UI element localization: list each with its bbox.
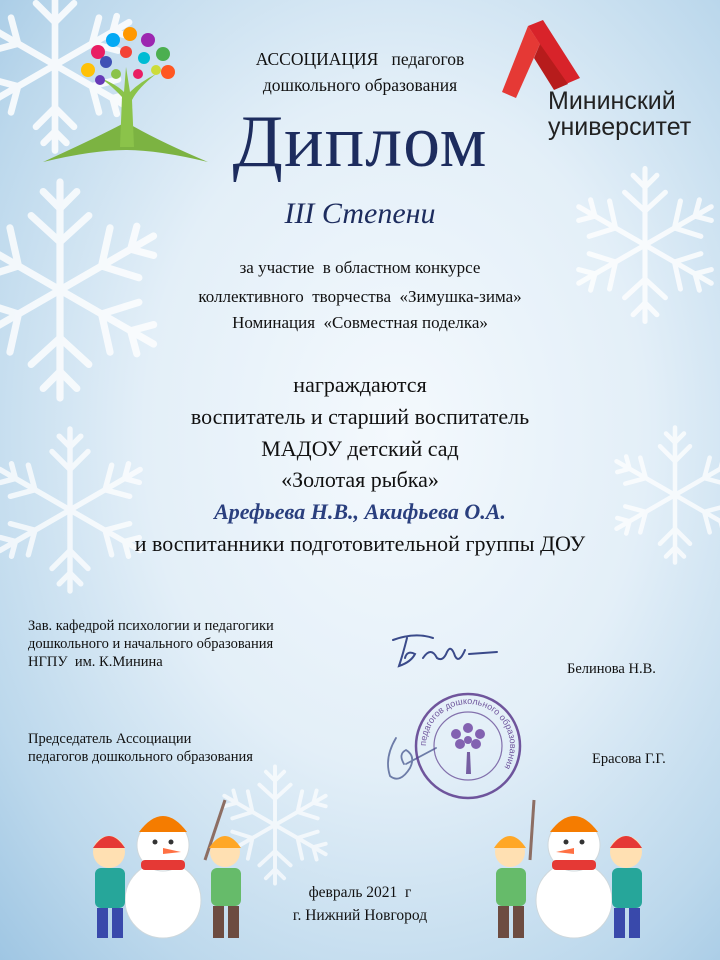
awardee-names: Арефьева Н.В., Акифьева О.А.: [214, 499, 506, 524]
signature-scribble-1: [385, 628, 505, 673]
signatory1-title: [28, 617, 274, 671]
university-line1: Мининский: [548, 87, 676, 115]
kids-snowman-illustration-left: [85, 790, 265, 950]
diploma-title: Диплом: [232, 101, 488, 183]
kids-snowman-illustration-right: [470, 790, 650, 950]
signatory2-title-line1: Председатель Ассоциации: [28, 731, 192, 747]
university-line2: университет: [548, 113, 692, 141]
signatory2-name: Ерасова Г.Г.: [592, 751, 666, 767]
contest-line1: за участие в областном конкурсе: [239, 258, 481, 277]
association-line1: АССОЦИАЦИЯ педагогов: [255, 49, 465, 69]
contest-line2: коллективного творчества «Зимушка-зима»: [198, 287, 522, 306]
signatory2-title-line2: педагогов дошкольного образования: [28, 749, 253, 765]
award-line4: «Золотая рыбка»: [281, 467, 439, 492]
footer-date: февраль 2021 г: [308, 884, 412, 901]
diploma-degree: III Степени: [284, 197, 436, 230]
award-line3: МАДОУ детский сад: [261, 436, 459, 461]
association-header: [210, 46, 510, 98]
signatory2-title: [28, 730, 253, 766]
contest-line3: Номинация «Совместная поделка»: [232, 313, 488, 332]
award-line2: воспитатель и старший воспитатель: [190, 404, 530, 429]
signatory1-name: Белинова Н.В.: [567, 661, 656, 677]
award-line1: награждаются: [293, 372, 427, 397]
signatory1-title-line3: НГПУ им. К.Минина: [28, 654, 163, 670]
signatory1-title-line2: дошкольного и начального образования: [28, 636, 274, 652]
signatory1-title-line1: Зав. кафедрой психологии и педагогики: [28, 618, 274, 634]
stamp-ring-text: педагогов дошкольного образования: [417, 695, 519, 772]
footer-city: г. Нижний Новгород: [292, 907, 428, 924]
award-line5: и воспитанники подготовительной группы ДОУ: [134, 531, 586, 556]
association-line2: дошкольного образования: [262, 75, 458, 95]
association-stamp: [412, 690, 524, 802]
